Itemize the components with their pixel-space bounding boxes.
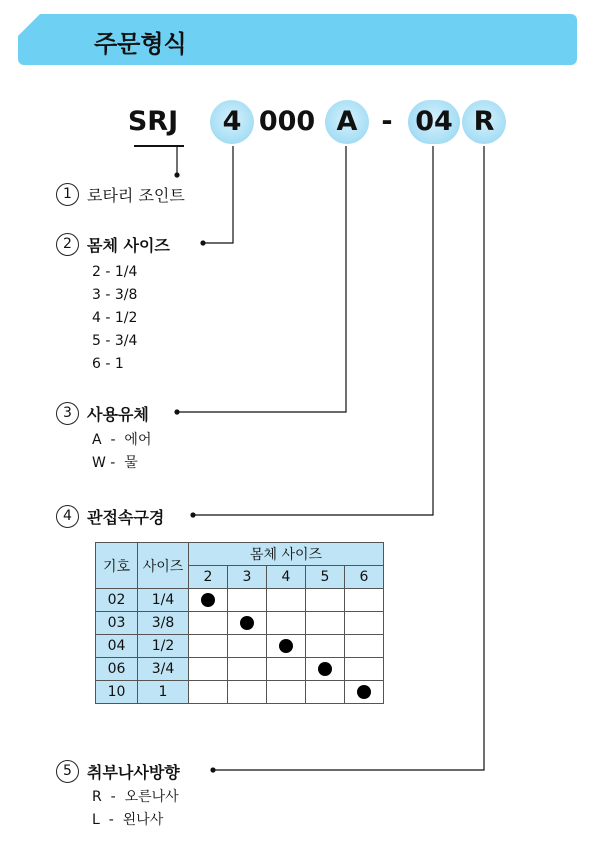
option-item: 4 - 1/2 — [92, 310, 138, 326]
row-size: 3/8 — [138, 612, 189, 635]
row-code: 10 — [96, 681, 138, 704]
section-number: 2 — [56, 233, 79, 256]
code-dash: - — [381, 106, 393, 137]
match-cell — [267, 658, 306, 681]
table-row — [96, 589, 384, 612]
connector-line-3 — [178, 146, 346, 412]
thread-direction-options — [92, 786, 179, 832]
section-title: 로타리 조인트 — [87, 186, 185, 205]
match-cell — [189, 589, 228, 612]
connection-size-table — [95, 542, 384, 704]
connector-dot-4 — [190, 512, 195, 517]
body-size-header: 4 — [267, 566, 306, 589]
option-item: 5 - 3/4 — [92, 333, 138, 349]
match-dot-icon — [318, 662, 332, 676]
match-cell — [306, 658, 345, 681]
match-cell — [306, 612, 345, 635]
match-cell — [189, 635, 228, 658]
body-size-header: 5 — [306, 566, 345, 589]
section-title: 취부나사방향 — [87, 763, 180, 782]
code-direction: R — [462, 100, 506, 144]
section-5 — [56, 760, 180, 783]
option-item: R - 오른나사 — [92, 789, 179, 805]
match-cell — [267, 589, 306, 612]
option-item: W - 물 — [92, 455, 138, 471]
section-number: 1 — [56, 183, 79, 206]
connector-line-4 — [194, 146, 433, 515]
match-cell — [345, 681, 384, 704]
col-header-size: 사이즈 — [138, 543, 189, 589]
match-cell — [189, 681, 228, 704]
row-code: 06 — [96, 658, 138, 681]
table-row — [96, 635, 384, 658]
option-item: A - 에어 — [92, 432, 152, 448]
match-cell — [267, 681, 306, 704]
section-3 — [56, 402, 149, 425]
match-cell — [345, 658, 384, 681]
row-size: 3/4 — [138, 658, 189, 681]
table-row — [96, 681, 384, 704]
connector-dot-2 — [200, 240, 205, 245]
match-cell — [228, 658, 267, 681]
match-cell — [345, 635, 384, 658]
option-item: 6 - 1 — [92, 356, 124, 372]
code-fluid: A — [325, 100, 369, 144]
option-item: 2 - 1/4 — [92, 264, 138, 280]
match-dot-icon — [279, 639, 293, 653]
match-dot-icon — [357, 685, 371, 699]
section-1 — [56, 183, 185, 206]
match-cell — [228, 681, 267, 704]
match-cell — [189, 658, 228, 681]
match-cell — [345, 589, 384, 612]
fluid-options — [92, 429, 151, 475]
match-dot-icon — [201, 593, 215, 607]
code-connection: 04 — [408, 100, 460, 144]
connector-line-2 — [204, 146, 233, 243]
match-cell — [228, 635, 267, 658]
row-size: 1 — [138, 681, 189, 704]
table-row — [96, 658, 384, 681]
match-cell — [306, 635, 345, 658]
match-cell — [267, 612, 306, 635]
connector-dot-3 — [174, 409, 179, 414]
body-size-header: 3 — [228, 566, 267, 589]
match-cell — [228, 589, 267, 612]
section-title: 관접속구경 — [87, 508, 165, 527]
row-code: 03 — [96, 612, 138, 635]
row-code: 02 — [96, 589, 138, 612]
section-title: 몸체 사이즈 — [87, 236, 170, 255]
code-zeros: 000 — [258, 106, 316, 137]
code-body-size: 4 — [210, 100, 254, 144]
match-cell — [306, 589, 345, 612]
section-number: 3 — [56, 402, 79, 425]
connector-dot-5 — [210, 767, 215, 772]
match-cell — [306, 681, 345, 704]
section-title: 사용유체 — [87, 405, 149, 424]
section-number: 4 — [56, 505, 79, 528]
row-size: 1/2 — [138, 635, 189, 658]
body-size-header: 2 — [189, 566, 228, 589]
col-header-code: 기호 — [96, 543, 138, 589]
match-cell — [189, 612, 228, 635]
body-size-options — [92, 261, 137, 376]
option-item: 3 - 3/8 — [92, 287, 138, 303]
match-cell — [267, 635, 306, 658]
match-cell — [228, 612, 267, 635]
match-cell — [345, 612, 384, 635]
table-row — [96, 612, 384, 635]
col-header-body-size: 몸체 사이즈 — [189, 543, 384, 566]
match-dot-icon — [240, 616, 254, 630]
row-code: 04 — [96, 635, 138, 658]
body-size-header: 6 — [345, 566, 384, 589]
option-item: L - 왼나사 — [92, 812, 164, 828]
code-prefix: SRJ — [127, 106, 179, 137]
page-title: 주문형식 — [94, 30, 187, 58]
connector-dot-1 — [174, 172, 179, 177]
row-size: 1/4 — [138, 589, 189, 612]
section-2 — [56, 233, 170, 256]
section-number: 5 — [56, 760, 79, 783]
section-4 — [56, 505, 164, 528]
